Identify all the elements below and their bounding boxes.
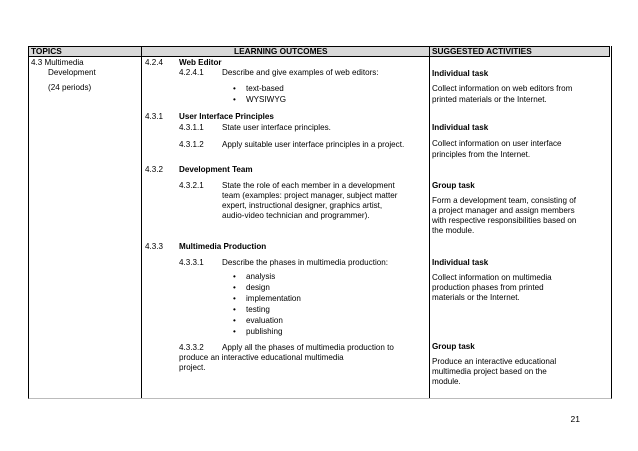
section-title: Multimedia Production	[179, 242, 267, 251]
header-topics: TOPICS	[31, 46, 62, 56]
activity-text-line: production phases from printed	[432, 283, 544, 292]
outcome-number: 4.3.3.1	[179, 258, 204, 267]
outcome-number: 4.2.4.1	[179, 68, 204, 77]
outcome-text: Describe the phases in multimedia production:	[222, 258, 389, 267]
column-divider	[141, 46, 142, 398]
list-item: • publishing	[233, 327, 283, 336]
list-item: • analysis	[233, 272, 276, 281]
outcome-text-line: State the role of each member in a development	[222, 181, 395, 190]
section-title: Development Team	[179, 165, 253, 174]
list-item: • implementation	[233, 294, 301, 303]
activity-task-label: Individual task	[432, 69, 489, 78]
activity-task-label: Individual task	[432, 123, 489, 132]
activity-text-line: Form a development team, consisting of	[432, 196, 576, 205]
outcome-text-line: project.	[179, 363, 206, 372]
activity-text-line: multimedia project based on the	[432, 367, 547, 376]
outcome-number: 4.3.3.2	[179, 343, 204, 352]
outcome-number: 4.3.2.1	[179, 181, 204, 190]
outcome-text-line: produce an interactive educational multimedia	[179, 353, 344, 362]
outcome-text: Describe and give examples of web editors:	[222, 68, 379, 77]
activity-text-line: principles from the Internet.	[432, 150, 531, 159]
section-title: User Interface Principles	[179, 112, 274, 121]
activity-task-label: Group task	[432, 181, 475, 190]
activity-text-line: a project manager and assign members	[432, 206, 575, 215]
activity-text-line: module.	[432, 377, 461, 386]
activity-task-label: Group task	[432, 342, 475, 351]
activity-text-line: Collect information on user interface	[432, 139, 562, 148]
activity-text-line: with respective responsibilities based on	[432, 216, 577, 225]
list-item: • testing	[233, 305, 270, 314]
section-number: 4.3.2	[145, 165, 164, 174]
list-item: • text-based	[233, 84, 284, 93]
activity-text-line: printed materials or the Internet.	[432, 95, 547, 104]
list-item: • WYSIWYG	[233, 95, 287, 104]
outcome-text-line: team (examples: project manager, subject matter	[222, 191, 398, 200]
activity-text-line: Collect information on multimedia	[432, 273, 552, 282]
list-item: • design	[233, 283, 270, 292]
section-title: Web Editor	[179, 58, 222, 67]
header-learning-outcomes: LEARNING OUTCOMES	[234, 46, 328, 56]
outcome-text: State user interface principles.	[222, 123, 331, 132]
topic-name: Development	[48, 68, 96, 77]
list-item: • evaluation	[233, 316, 283, 325]
activity-task-label: Individual task	[432, 258, 489, 267]
page-number: 21	[570, 414, 580, 424]
topic-periods: (24 periods)	[48, 83, 92, 92]
section-number: 4.3.3	[145, 242, 164, 251]
activity-text-line: the module.	[432, 226, 475, 235]
header-suggested-activities: SUGGESTED ACTIVITIES	[432, 46, 532, 56]
activity-text-line: Produce an interactive educational	[432, 357, 557, 366]
topic-code: 4.3 Multimedia	[31, 58, 84, 67]
outcome-number: 4.3.1.2	[179, 140, 204, 149]
section-number: 4.2.4	[145, 58, 164, 67]
outcome-text-line: expert, instructional designer, graphics artist,	[222, 201, 383, 210]
activity-text-line: Collect information on web editors from	[432, 84, 573, 93]
column-divider	[429, 46, 430, 398]
activity-text-line: materials or the Internet.	[432, 293, 520, 302]
outcome-text-line: Apply all the phases of multimedia production to	[222, 343, 394, 352]
outcome-number: 4.3.1.1	[179, 123, 204, 132]
section-number: 4.3.1	[145, 112, 164, 121]
outcome-text: Apply suitable user interface principles in a project.	[222, 140, 405, 149]
outcome-text-line: audio-video technician and programmer).	[222, 211, 370, 220]
